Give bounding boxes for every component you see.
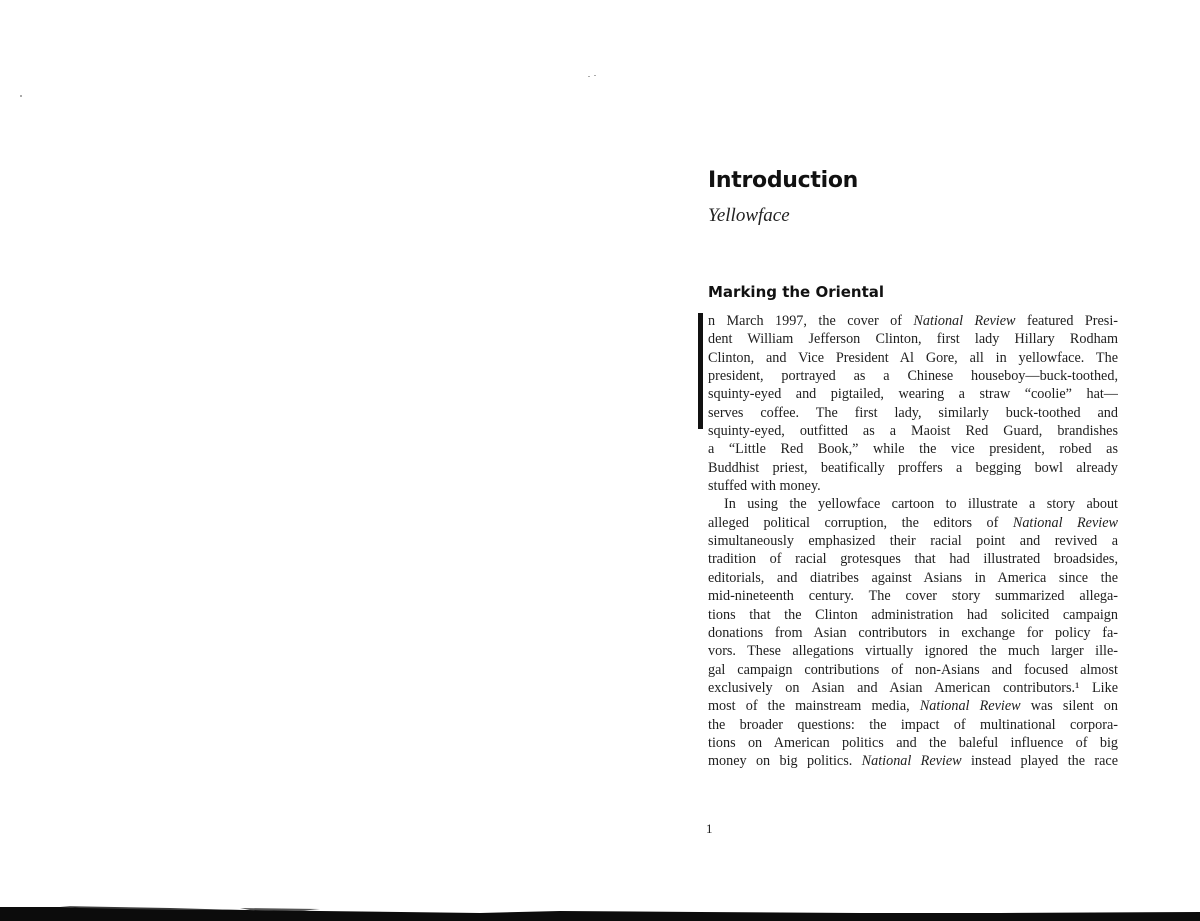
text-line: a “Little Red Book,” while the vice president, robed as [708, 441, 1118, 458]
chapter-subtitle: Yellowface [708, 205, 790, 226]
text-line: president, portrayed as a Chinese houseboy—buck-toothed, [708, 368, 1118, 385]
periodical-title: National Review [913, 313, 1016, 329]
text-line: tradition of racial grotesques that had illustrated broadsides, [708, 551, 1118, 568]
text-line: most of the mainstream media, National Review was silent on [708, 698, 1118, 715]
text-line: serves coffee. The first lady, similarly buck-toothed and [708, 404, 1118, 421]
scan-speck [20, 95, 22, 97]
text-line: Clinton, and Vice President Al Gore, all in yellowface. The [708, 349, 1118, 366]
chapter-title: Introduction [708, 168, 859, 193]
text-line: exclusively on Asian and Asian American contributors.¹ Like [708, 679, 1118, 696]
text-line: n March 1997, the cover of National Review featured Presi- [708, 313, 1118, 329]
scan-speck [588, 76, 590, 77]
scan-speck [594, 75, 596, 76]
text-line: money on big politics. National Review instead played the race [708, 753, 1118, 770]
text-line: tions on American politics and the baleful influence of big [708, 734, 1118, 751]
text-line: stuffed with money. [708, 478, 821, 495]
text-line: simultaneously emphasized their racial point and revived a [708, 533, 1118, 550]
periodical-title: National Review [919, 698, 1021, 715]
text-line: squinty-eyed and pigtailed, wearing a straw “coolie” hat— [708, 386, 1118, 403]
paragraph [708, 312, 1118, 495]
text-line: dent William Jefferson Clinton, first lady Hillary Rodham [708, 331, 1118, 348]
text-line: Buddhist priest, beatifically proffers a begging bowl already [708, 459, 1118, 476]
text-line: gal campaign contributions of non-Asians and focused almost [708, 661, 1118, 678]
drop-cap-letter-i [698, 313, 703, 429]
text-line: alleged political corruption, the editors of National Review [708, 514, 1118, 531]
text-line: editorials, and diatribes against Asians in America since the [708, 569, 1118, 586]
text-line: tions that the Clinton administration had solicited campaign [708, 606, 1118, 623]
section-heading: Marking the Oriental [708, 283, 885, 301]
text-line: donations from Asian contributors in exchange for policy fa- [708, 624, 1118, 641]
periodical-title: National Review [861, 753, 962, 770]
page-number: 1 [706, 821, 713, 836]
paragraph [708, 495, 1118, 770]
text-line: squinty-eyed, outfitted as a Maoist Red Guard, brandishes [708, 423, 1118, 440]
text-line: vors. These allegations virtually ignored the much larger ille- [708, 643, 1118, 660]
text-line: In using the yellowface cartoon to illustrate a story about [724, 496, 1118, 513]
scanned-page-edge [0, 885, 1200, 921]
text-line: mid-nineteenth century. The cover story summarized allega- [708, 588, 1118, 605]
periodical-title: National Review [1012, 514, 1118, 531]
body-text [708, 312, 1118, 771]
text-line: the broader questions: the impact of multinational corpora- [708, 716, 1118, 733]
